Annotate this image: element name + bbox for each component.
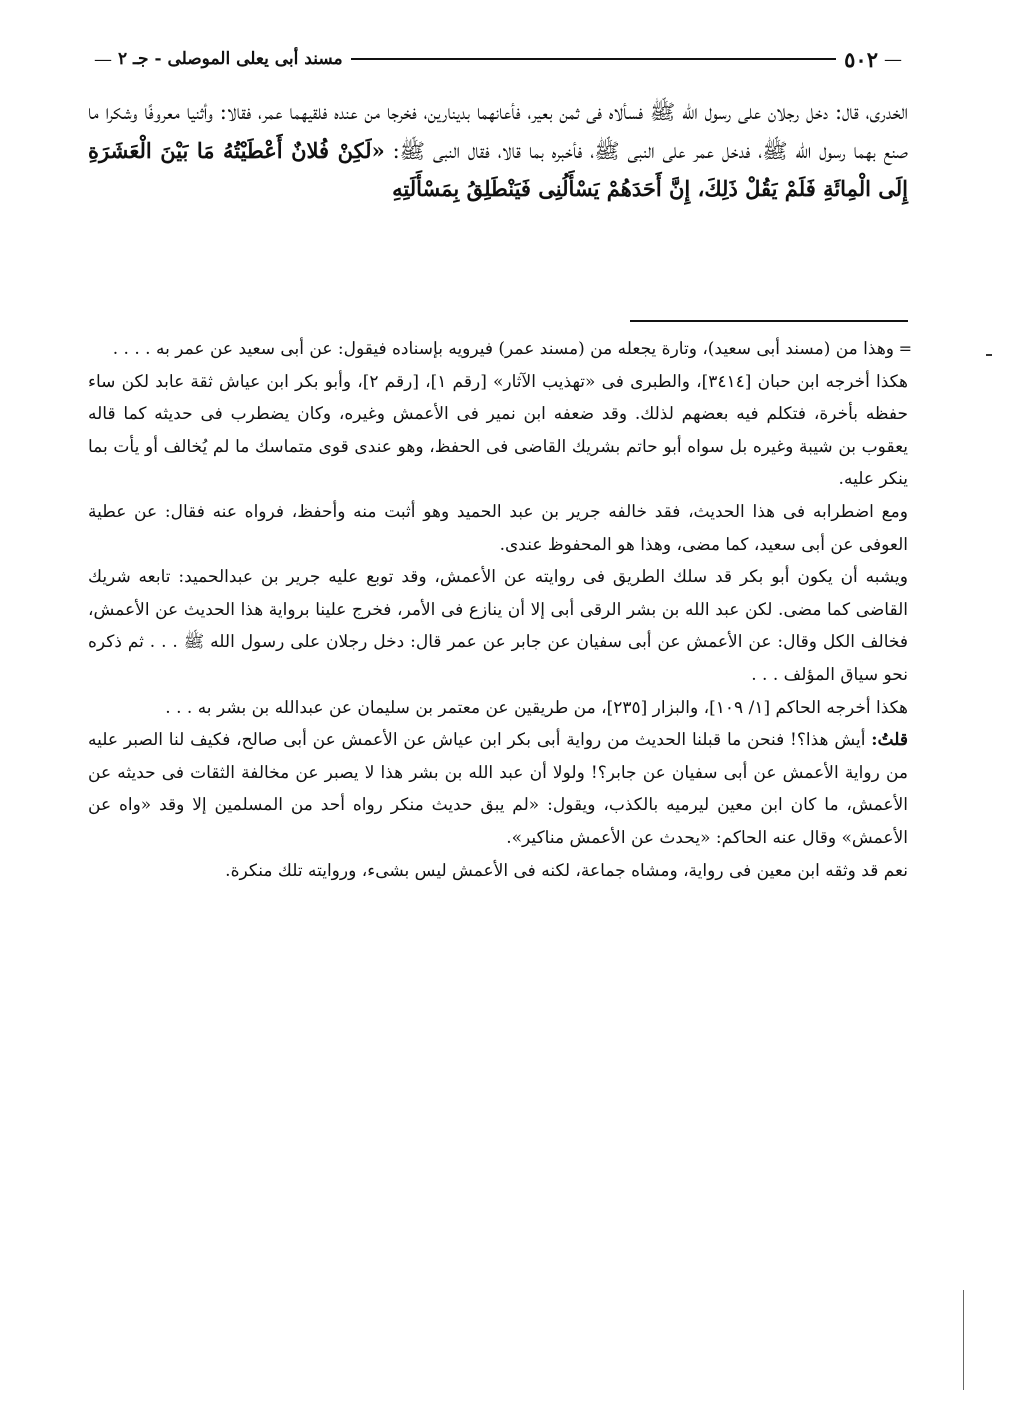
scan-margin-line <box>963 1290 964 1390</box>
header-dash: — <box>884 48 902 70</box>
footnote-paragraph: ويشبه أن يكون أبو بكر قد سلك الطريق فى روايته عن الأعمش، وقد توبع عليه جرير بن عبدالحميد: تابعه شريك القاضى كما مضى. لكن عبد الله بن بشر الرقى أبى إلا أن ينازع فى الأمر، فخرج علينا برواية هذا الحديث عن الأعمش، فخالف الكل وقال: عن الأعمش عن أبى سفيان عن جابر عن عمر قال: دخل رجلان على رسول الله ﷺ . . . ثم ذكره نحو سياق المؤلف . . . <box>88 567 908 685</box>
continuation-marker: = <box>898 339 912 358</box>
page-header <box>88 44 908 74</box>
qultu-label: قلتُ: <box>871 730 908 751</box>
qultu-text: أيش هذا؟! فنحن ما قبلنا الحديث من رواية أبى بكر ابن عياش عن الأعمش عن أبى صالح، فكيف لنا الصبر عليه من رواية الأعمش عن أبى سفيان عن جابر؟! ولولا أن عبد الله بن بشر هذا لا يصبر عن مخالفة الثقات فى حديثه عن الأعمش، ما كان ابن معين ليرميه بالكذب، ويقول: «لم يبق حديث منكر رواه أحد من المسلمين إلا وقد «واه عن الأعمش» وقال عنه الحاكم: «يحدث عن الأعمش مناكير». <box>88 730 908 848</box>
prophetic-quote: «لَكِنْ فُلانٌ أَعْطَيْتُهُ مَا بَيْنَ الْعَشَرَةِ إِلَى الْمِائَةِ فَلَمْ يَقُلْ ذَلِكَ، إِنَّ أَحَدَهُمْ يَسْأَلُنِى فَيَنْطَلِقُ بِمَسْأَلَتِهِ <box>88 137 908 201</box>
footnote-paragraph: ومع اضطرابه فى هذا الحديث، فقد خالفه جرير بن عبد الحميد وهو أثبت منه وأحفظ، فرواه عنه فقال: عن عطية العوفى عن أبى سعيد، كما مضى، وهذا هو المحفوظ عندى. <box>88 501 908 555</box>
footnote-paragraph: نعم قد وثقه ابن معين فى رواية، ومشاه جماعة، لكنه فى الأعمش ليس بشىء، وروايته تلك منكرة. <box>225 860 908 881</box>
hadith-paragraph <box>88 94 908 209</box>
main-text <box>88 94 908 209</box>
footnotes <box>88 333 912 887</box>
footnote-paragraph <box>88 333 912 366</box>
header-dash: — <box>94 48 112 70</box>
header-rule <box>351 58 837 60</box>
page-number: ٥٠٢ <box>844 46 878 72</box>
footnote-paragraph: هكذا أخرجه ابن حبان [٣٤١٤]، والطبرى فى «تهذيب الآثار» [رقم ١]، [رقم ٢]، وأبو بكر ابن عياش ثقة عابد لكن ساء حفظه بأخرة، فتكلم فيه بعضهم لذلك. وقد ضعفه ابن نمير فى الأعمش وغيره، وكان يضطرب فى حديثه كما قاله يعقوب بن شيبة وغيره بل سواه أبو حاتم بشريك القاضى فى الحفظ، وهو عندى قوى متماسك ما لم يُخالف أو يأت بما ينكر عليه. <box>88 371 909 490</box>
footnote-divider <box>630 320 908 322</box>
footnote-paragraph <box>88 724 908 854</box>
footnote-text: وهذا من (مسند أبى سعيد)، وتارة يجعله من (مسند عمر) فيرويه بإسناده فيقول: عن أبى سعيد عن عمر به . . . . <box>112 339 894 359</box>
hadith-narration: الخدرى، قال: دخل رجلان على رسول الله ﷺ فسألاه فى ثمن بعير، فأعانهما بدينارين، فخرجا من عنده فلقيهما عمر، فقالا: وأثنيا معروفًا وشكرا ما صنع بهما رسول الله ﷺ، فدخل عمر على النبى ﷺ، فأخبره بما قالا، فقال النبى ﷺ: <box>88 100 908 163</box>
running-title: مسند أبى يعلى الموصلى - جـ ٢ <box>118 49 343 69</box>
footnote-paragraph: هكذا أخرجه الحاكم [١/ ١٠٩]، والبزار [٢٣٥]، من طريقين عن معتمر بن سليمان عن عبدالله بن بشر به . . . <box>165 697 908 718</box>
scan-speck <box>986 354 992 356</box>
